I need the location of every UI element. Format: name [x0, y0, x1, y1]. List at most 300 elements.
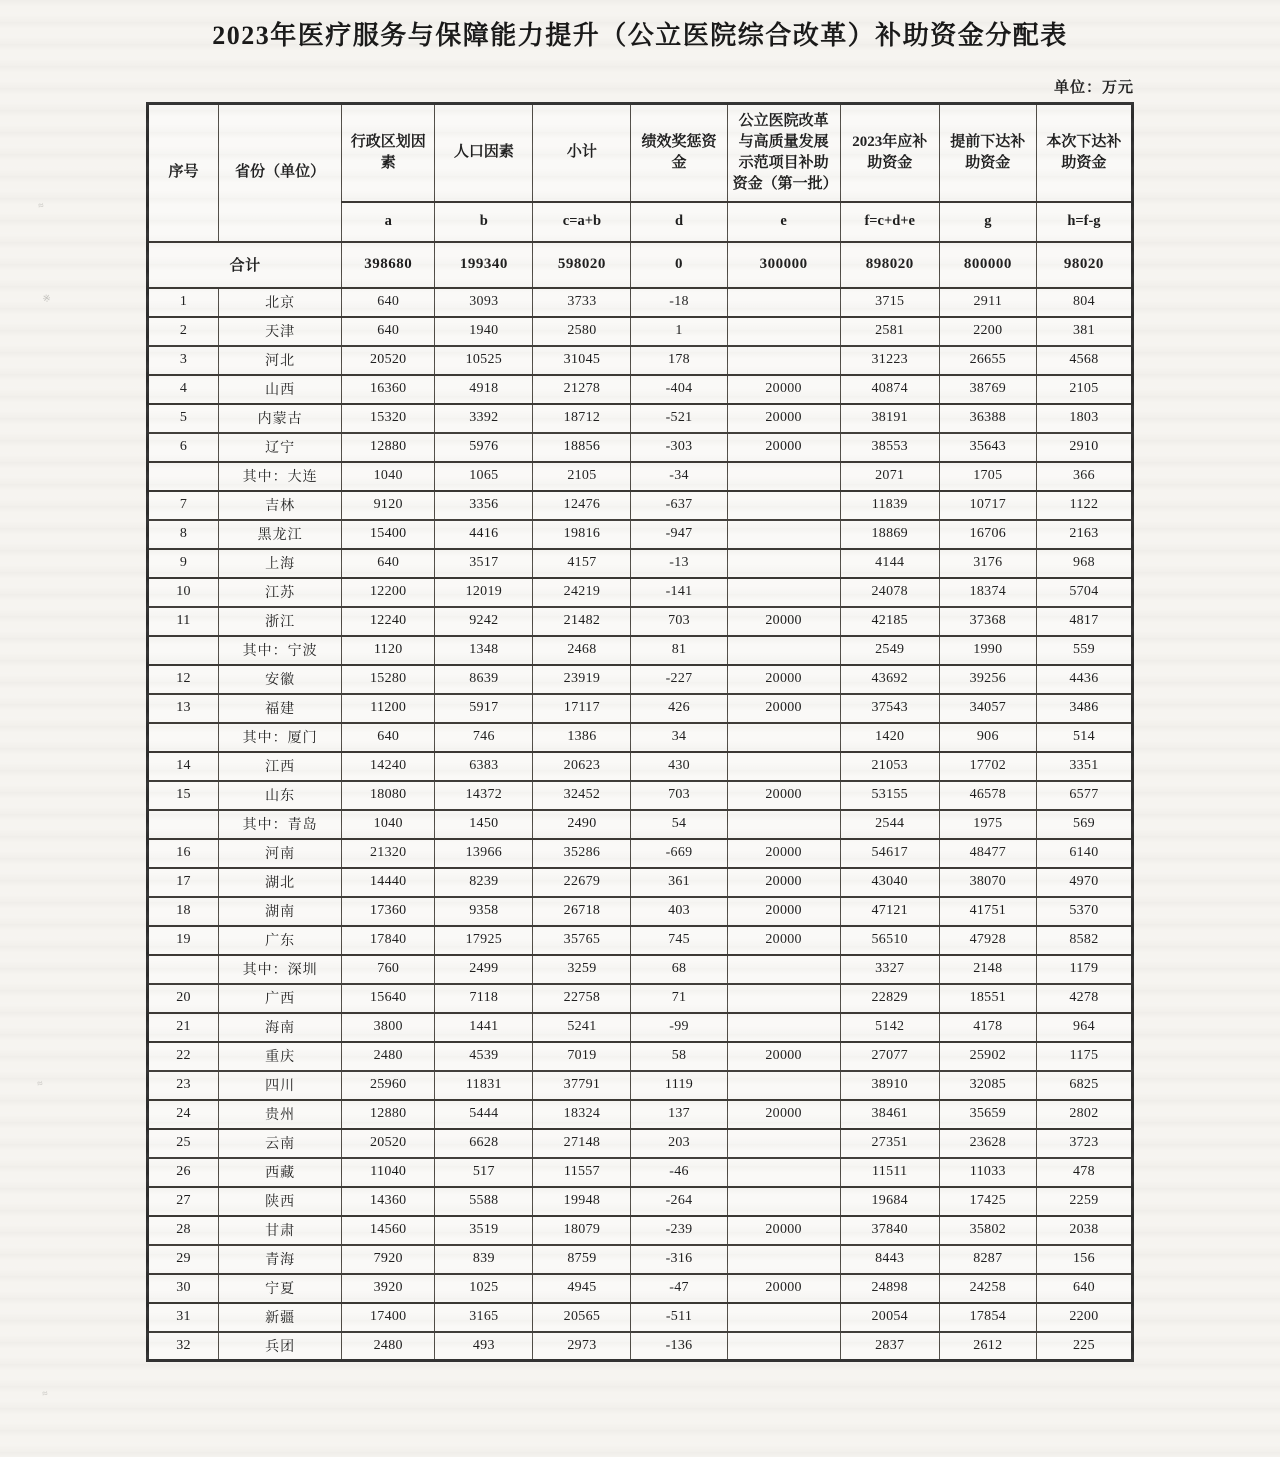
row-value-cell — [727, 491, 840, 520]
table-row — [148, 665, 1133, 694]
row-province-cell: 广东 — [219, 926, 342, 955]
row-index-cell: 25 — [148, 1129, 219, 1158]
row-value-cell: 20000 — [727, 607, 840, 636]
row-province-cell: 西藏 — [219, 1158, 342, 1187]
row-province-cell: 青海 — [219, 1245, 342, 1274]
row-value-cell: 16360 — [342, 375, 435, 404]
row-value-cell: 27351 — [840, 1129, 939, 1158]
col-header-province: 省份（单位） — [219, 104, 342, 242]
row-value-cell: 478 — [1036, 1158, 1132, 1187]
row-value-cell: 4157 — [533, 549, 631, 578]
row-value-cell — [727, 1071, 840, 1100]
row-value-cell: 17360 — [342, 897, 435, 926]
row-value-cell: 2549 — [840, 636, 939, 665]
row-value-cell: 5444 — [435, 1100, 533, 1129]
row-value-cell: 225 — [1036, 1332, 1132, 1361]
row-value-cell — [727, 1303, 840, 1332]
col-header-population-factor: 人口因素 — [435, 104, 533, 202]
row-value-cell: 35802 — [939, 1216, 1036, 1245]
row-value-cell: 4178 — [939, 1013, 1036, 1042]
row-value-cell: -34 — [631, 462, 727, 491]
row-value-cell: -303 — [631, 433, 727, 462]
table-row — [148, 897, 1133, 926]
row-value-cell: 10525 — [435, 346, 533, 375]
row-value-cell: 12240 — [342, 607, 435, 636]
row-value-cell — [727, 1187, 840, 1216]
scan-artifact: ※ — [41, 293, 52, 305]
row-value-cell: 20000 — [727, 404, 840, 433]
row-value-cell: -947 — [631, 520, 727, 549]
row-value-cell: 1119 — [631, 1071, 727, 1100]
row-value-cell: 366 — [1036, 462, 1132, 491]
table-row — [148, 926, 1133, 955]
row-value-cell: 12880 — [342, 1100, 435, 1129]
row-value-cell: 703 — [631, 607, 727, 636]
table-row — [148, 839, 1133, 868]
row-value-cell: 1990 — [939, 636, 1036, 665]
row-value-cell: 35659 — [939, 1100, 1036, 1129]
row-value-cell: 25960 — [342, 1071, 435, 1100]
row-value-cell: 24078 — [840, 578, 939, 607]
row-value-cell: 5976 — [435, 433, 533, 462]
row-province-cell: 北京 — [219, 288, 342, 317]
row-value-cell: 15400 — [342, 520, 435, 549]
row-value-cell: -18 — [631, 288, 727, 317]
row-value-cell: 3351 — [1036, 752, 1132, 781]
row-value-cell: 14240 — [342, 752, 435, 781]
row-value-cell: 4817 — [1036, 607, 1132, 636]
row-value-cell — [727, 723, 840, 752]
col-header-performance-fund: 绩效奖惩资金 — [631, 104, 727, 202]
row-value-cell: 746 — [435, 723, 533, 752]
row-value-cell: 37368 — [939, 607, 1036, 636]
row-value-cell: 2105 — [533, 462, 631, 491]
row-value-cell: 21278 — [533, 375, 631, 404]
row-value-cell: 559 — [1036, 636, 1132, 665]
row-value-cell: 2105 — [1036, 375, 1132, 404]
row-value-cell: 5588 — [435, 1187, 533, 1216]
row-value-cell: 2259 — [1036, 1187, 1132, 1216]
total-value-cell: 98020 — [1036, 242, 1132, 288]
row-value-cell: 39256 — [939, 665, 1036, 694]
row-value-cell: 3165 — [435, 1303, 533, 1332]
row-value-cell: 3800 — [342, 1013, 435, 1042]
row-province-cell: 新疆 — [219, 1303, 342, 1332]
row-value-cell: 11040 — [342, 1158, 435, 1187]
row-value-cell: -136 — [631, 1332, 727, 1361]
row-value-cell: 703 — [631, 781, 727, 810]
row-value-cell: 20000 — [727, 1274, 840, 1303]
row-value-cell: 493 — [435, 1332, 533, 1361]
row-value-cell: 4278 — [1036, 984, 1132, 1013]
row-province-cell: 重庆 — [219, 1042, 342, 1071]
row-value-cell: 32452 — [533, 781, 631, 810]
row-value-cell: 43040 — [840, 868, 939, 897]
row-value-cell: 640 — [342, 723, 435, 752]
row-value-cell: 19684 — [840, 1187, 939, 1216]
table-row — [148, 752, 1133, 781]
row-value-cell: 1 — [631, 317, 727, 346]
row-value-cell: 19948 — [533, 1187, 631, 1216]
row-value-cell: 12200 — [342, 578, 435, 607]
col-header-2023-due-fund: 2023年应补助资金 — [840, 104, 939, 202]
row-value-cell: 1348 — [435, 636, 533, 665]
row-index-cell: 29 — [148, 1245, 219, 1274]
row-province-cell: 海南 — [219, 1013, 342, 1042]
row-index-cell: 11 — [148, 607, 219, 636]
formula-a: a — [342, 202, 435, 242]
row-province-cell: 安徽 — [219, 665, 342, 694]
row-value-cell: 745 — [631, 926, 727, 955]
row-value-cell: 13966 — [435, 839, 533, 868]
row-value-cell: 38553 — [840, 433, 939, 462]
row-index-cell: 15 — [148, 781, 219, 810]
row-province-cell: 兵团 — [219, 1332, 342, 1361]
row-province-cell: 内蒙古 — [219, 404, 342, 433]
row-province-cell: 河北 — [219, 346, 342, 375]
row-value-cell: 2544 — [840, 810, 939, 839]
row-value-cell: 12476 — [533, 491, 631, 520]
row-value-cell: 8639 — [435, 665, 533, 694]
allocation-table — [146, 102, 1134, 1362]
table-row — [148, 723, 1133, 752]
row-index-cell: 28 — [148, 1216, 219, 1245]
col-header-demo-project-fund: 公立医院改革与高质量发展示范项目补助资金（第一批） — [727, 104, 840, 202]
row-value-cell: 46578 — [939, 781, 1036, 810]
total-value-cell: 598020 — [533, 242, 631, 288]
row-value-cell: 804 — [1036, 288, 1132, 317]
table-row — [148, 1042, 1133, 1071]
row-value-cell: 1940 — [435, 317, 533, 346]
row-value-cell — [727, 810, 840, 839]
row-value-cell: 38070 — [939, 868, 1036, 897]
row-value-cell: 17840 — [342, 926, 435, 955]
row-value-cell — [727, 549, 840, 578]
row-value-cell: 7118 — [435, 984, 533, 1013]
row-value-cell: 4539 — [435, 1042, 533, 1071]
row-value-cell: 4970 — [1036, 868, 1132, 897]
total-value-cell: 300000 — [727, 242, 840, 288]
table-row — [148, 694, 1133, 723]
row-value-cell: 14560 — [342, 1216, 435, 1245]
row-value-cell: 71 — [631, 984, 727, 1013]
row-value-cell: 27077 — [840, 1042, 939, 1071]
row-value-cell: 20000 — [727, 1100, 840, 1129]
total-row — [148, 242, 1133, 288]
row-value-cell: 31223 — [840, 346, 939, 375]
row-value-cell: 8443 — [840, 1245, 939, 1274]
scan-artifact: ≈ — [37, 200, 45, 212]
row-value-cell: 21320 — [342, 839, 435, 868]
row-index-cell — [148, 955, 219, 984]
row-province-cell: 浙江 — [219, 607, 342, 636]
row-value-cell: 17400 — [342, 1303, 435, 1332]
col-header-current-fund: 本次下达补助资金 — [1036, 104, 1132, 202]
header-label-row — [148, 104, 1133, 202]
row-value-cell — [727, 1245, 840, 1274]
row-value-cell — [727, 462, 840, 491]
row-value-cell: 14360 — [342, 1187, 435, 1216]
row-value-cell: 4144 — [840, 549, 939, 578]
row-value-cell: 23919 — [533, 665, 631, 694]
table-row — [148, 1303, 1133, 1332]
row-value-cell: 38461 — [840, 1100, 939, 1129]
row-value-cell: 19816 — [533, 520, 631, 549]
row-value-cell: 20000 — [727, 694, 840, 723]
row-value-cell: 2163 — [1036, 520, 1132, 549]
row-value-cell: 68 — [631, 955, 727, 984]
row-value-cell — [727, 578, 840, 607]
row-value-cell: 26655 — [939, 346, 1036, 375]
table-row — [148, 955, 1133, 984]
row-value-cell: 640 — [1036, 1274, 1132, 1303]
row-index-cell: 24 — [148, 1100, 219, 1129]
scan-artifact: ≈ — [41, 1388, 49, 1400]
row-value-cell: 35286 — [533, 839, 631, 868]
row-value-cell: 20054 — [840, 1303, 939, 1332]
row-value-cell: 426 — [631, 694, 727, 723]
row-value-cell: 3715 — [840, 288, 939, 317]
row-value-cell: 1420 — [840, 723, 939, 752]
row-index-cell: 6 — [148, 433, 219, 462]
table-row — [148, 781, 1133, 810]
row-value-cell: 38910 — [840, 1071, 939, 1100]
row-value-cell: 964 — [1036, 1013, 1132, 1042]
row-province-cell: 广西 — [219, 984, 342, 1013]
row-province-cell: 甘肃 — [219, 1216, 342, 1245]
row-value-cell: 43692 — [840, 665, 939, 694]
table-row — [148, 1245, 1133, 1274]
col-header-subtotal: 小计 — [533, 104, 631, 202]
table-row — [148, 288, 1133, 317]
table-row — [148, 1216, 1133, 1245]
row-value-cell: 20000 — [727, 926, 840, 955]
row-value-cell: 34 — [631, 723, 727, 752]
row-index-cell: 9 — [148, 549, 219, 578]
row-value-cell: 3093 — [435, 288, 533, 317]
row-value-cell: 1122 — [1036, 491, 1132, 520]
row-value-cell: 37840 — [840, 1216, 939, 1245]
row-value-cell — [727, 1129, 840, 1158]
table-row — [148, 491, 1133, 520]
row-index-cell: 2 — [148, 317, 219, 346]
table-row — [148, 1100, 1133, 1129]
row-value-cell: -239 — [631, 1216, 727, 1245]
row-value-cell: 906 — [939, 723, 1036, 752]
table-row — [148, 1129, 1133, 1158]
row-province-cell: 云南 — [219, 1129, 342, 1158]
row-value-cell: 3327 — [840, 955, 939, 984]
row-index-cell: 10 — [148, 578, 219, 607]
row-value-cell: 5241 — [533, 1013, 631, 1042]
table-row — [148, 1274, 1133, 1303]
row-index-cell: 22 — [148, 1042, 219, 1071]
total-value-cell: 199340 — [435, 242, 533, 288]
row-value-cell: 3356 — [435, 491, 533, 520]
row-value-cell: 7920 — [342, 1245, 435, 1274]
row-value-cell: 1025 — [435, 1274, 533, 1303]
row-value-cell — [727, 1013, 840, 1042]
row-value-cell: 38769 — [939, 375, 1036, 404]
row-value-cell: 21482 — [533, 607, 631, 636]
row-value-cell: 12880 — [342, 433, 435, 462]
row-province-cell: 其中：青岛 — [219, 810, 342, 839]
row-value-cell: -404 — [631, 375, 727, 404]
row-value-cell: 40874 — [840, 375, 939, 404]
total-value-cell: 800000 — [939, 242, 1036, 288]
row-value-cell: 2910 — [1036, 433, 1132, 462]
row-value-cell: 2490 — [533, 810, 631, 839]
row-value-cell: 20623 — [533, 752, 631, 781]
col-header-no: 序号 — [148, 104, 219, 242]
formula-h: h=f-g — [1036, 202, 1132, 242]
row-value-cell: 24898 — [840, 1274, 939, 1303]
row-value-cell: 4568 — [1036, 346, 1132, 375]
row-value-cell: 6383 — [435, 752, 533, 781]
total-value-cell: 398680 — [342, 242, 435, 288]
row-value-cell: 2802 — [1036, 1100, 1132, 1129]
row-value-cell: 2038 — [1036, 1216, 1132, 1245]
row-value-cell: -316 — [631, 1245, 727, 1274]
row-value-cell: -669 — [631, 839, 727, 868]
row-province-cell: 江西 — [219, 752, 342, 781]
row-value-cell — [727, 636, 840, 665]
row-value-cell: 5704 — [1036, 578, 1132, 607]
table-row — [148, 1013, 1133, 1042]
row-value-cell: -141 — [631, 578, 727, 607]
row-value-cell: 20000 — [727, 1216, 840, 1245]
row-value-cell: 1975 — [939, 810, 1036, 839]
row-value-cell: 6628 — [435, 1129, 533, 1158]
row-value-cell: 1065 — [435, 462, 533, 491]
row-index-cell: 21 — [148, 1013, 219, 1042]
row-value-cell: 4918 — [435, 375, 533, 404]
row-value-cell — [727, 1332, 840, 1361]
row-province-cell: 湖北 — [219, 868, 342, 897]
row-value-cell: 7019 — [533, 1042, 631, 1071]
row-value-cell: 47928 — [939, 926, 1036, 955]
row-value-cell: 2200 — [1036, 1303, 1132, 1332]
row-value-cell: 35765 — [533, 926, 631, 955]
row-province-cell: 其中：厦门 — [219, 723, 342, 752]
row-value-cell: 6140 — [1036, 839, 1132, 868]
row-value-cell: 36388 — [939, 404, 1036, 433]
row-value-cell: 18080 — [342, 781, 435, 810]
row-value-cell: 4416 — [435, 520, 533, 549]
row-index-cell: 17 — [148, 868, 219, 897]
row-value-cell: 2580 — [533, 317, 631, 346]
row-value-cell: 1803 — [1036, 404, 1132, 433]
row-value-cell — [727, 984, 840, 1013]
row-value-cell: 41751 — [939, 897, 1036, 926]
row-value-cell: 22679 — [533, 868, 631, 897]
row-value-cell: 18712 — [533, 404, 631, 433]
row-value-cell: 8239 — [435, 868, 533, 897]
row-value-cell: -46 — [631, 1158, 727, 1187]
row-value-cell: 839 — [435, 1245, 533, 1274]
row-index-cell — [148, 810, 219, 839]
row-value-cell: 27148 — [533, 1129, 631, 1158]
row-value-cell: 3733 — [533, 288, 631, 317]
scan-artifact: ≈ — [36, 1078, 44, 1090]
row-index-cell: 32 — [148, 1332, 219, 1361]
table-body — [148, 242, 1133, 1361]
row-province-cell: 吉林 — [219, 491, 342, 520]
row-value-cell: 15320 — [342, 404, 435, 433]
row-value-cell — [727, 346, 840, 375]
row-value-cell: 2911 — [939, 288, 1036, 317]
row-index-cell — [148, 462, 219, 491]
row-value-cell: 15280 — [342, 665, 435, 694]
row-index-cell: 19 — [148, 926, 219, 955]
row-value-cell: 8582 — [1036, 926, 1132, 955]
row-value-cell: 18551 — [939, 984, 1036, 1013]
row-index-cell: 31 — [148, 1303, 219, 1332]
row-value-cell: 3920 — [342, 1274, 435, 1303]
row-value-cell: 37543 — [840, 694, 939, 723]
row-value-cell: 178 — [631, 346, 727, 375]
row-value-cell: 2581 — [840, 317, 939, 346]
row-value-cell: 3486 — [1036, 694, 1132, 723]
row-province-cell: 宁夏 — [219, 1274, 342, 1303]
formula-b: b — [435, 202, 533, 242]
row-value-cell: 5917 — [435, 694, 533, 723]
row-value-cell: 5142 — [840, 1013, 939, 1042]
row-value-cell: 31045 — [533, 346, 631, 375]
row-value-cell: 5370 — [1036, 897, 1132, 926]
row-value-cell: 11200 — [342, 694, 435, 723]
row-index-cell: 23 — [148, 1071, 219, 1100]
row-province-cell: 其中：深圳 — [219, 955, 342, 984]
row-value-cell: 32085 — [939, 1071, 1036, 1100]
row-index-cell: 5 — [148, 404, 219, 433]
row-value-cell: 2480 — [342, 1042, 435, 1071]
col-header-advance-fund: 提前下达补助资金 — [939, 104, 1036, 202]
row-province-cell: 江苏 — [219, 578, 342, 607]
table-row — [148, 346, 1133, 375]
table-row — [148, 810, 1133, 839]
table-row — [148, 868, 1133, 897]
row-value-cell: 1441 — [435, 1013, 533, 1042]
row-index-cell: 3 — [148, 346, 219, 375]
row-value-cell: 1179 — [1036, 955, 1132, 984]
row-value-cell: 203 — [631, 1129, 727, 1158]
row-value-cell: 20000 — [727, 433, 840, 462]
row-value-cell: -637 — [631, 491, 727, 520]
row-value-cell: 42185 — [840, 607, 939, 636]
row-value-cell: 156 — [1036, 1245, 1132, 1274]
row-value-cell: 137 — [631, 1100, 727, 1129]
row-value-cell: 20000 — [727, 375, 840, 404]
row-index-cell: 1 — [148, 288, 219, 317]
table-row — [148, 1158, 1133, 1187]
table-row — [148, 1071, 1133, 1100]
row-index-cell: 4 — [148, 375, 219, 404]
row-value-cell: 11831 — [435, 1071, 533, 1100]
row-value-cell: 53155 — [840, 781, 939, 810]
row-value-cell: 361 — [631, 868, 727, 897]
row-value-cell: 3392 — [435, 404, 533, 433]
row-value-cell: 23628 — [939, 1129, 1036, 1158]
row-value-cell: 18079 — [533, 1216, 631, 1245]
row-value-cell: 2499 — [435, 955, 533, 984]
row-value-cell: 20565 — [533, 1303, 631, 1332]
row-value-cell: 58 — [631, 1042, 727, 1071]
row-value-cell: 20520 — [342, 1129, 435, 1158]
row-value-cell: 20000 — [727, 868, 840, 897]
table-row — [148, 1187, 1133, 1216]
row-value-cell: 3517 — [435, 549, 533, 578]
